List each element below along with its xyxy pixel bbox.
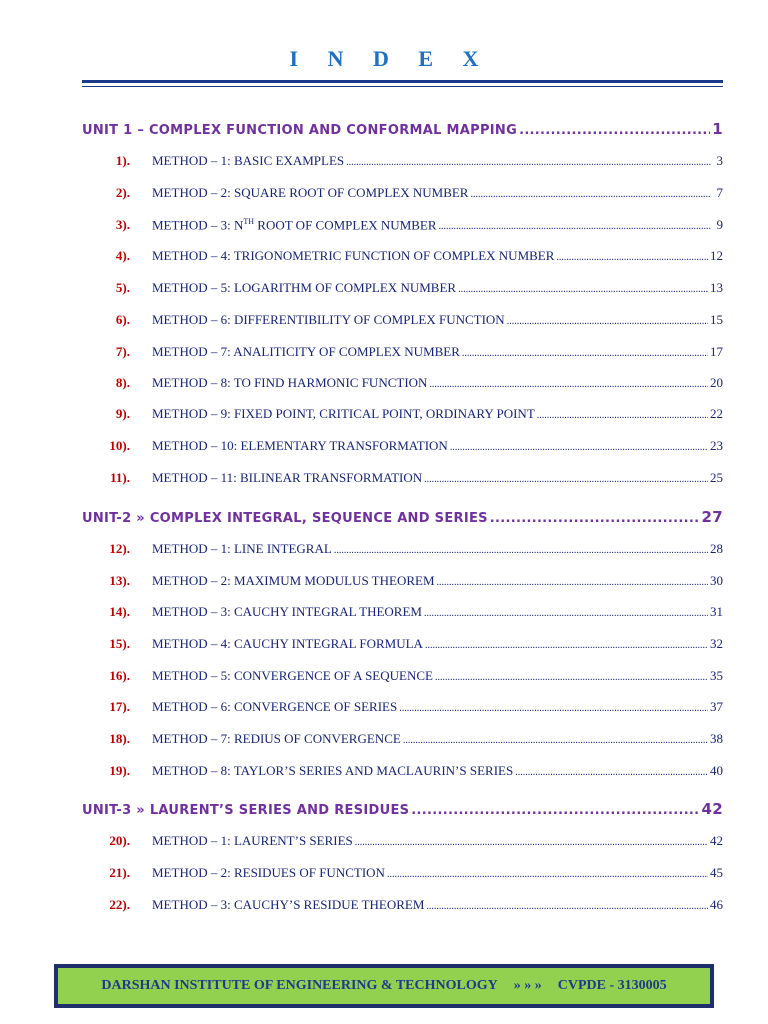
- entry-page: 17: [710, 344, 723, 359]
- entry-number: 1).: [115, 153, 130, 168]
- entry-number: 3).: [115, 217, 130, 233]
- entry-text: METHOD – 5: LOGARITHM OF COMPLEX NUMBER: [152, 280, 457, 295]
- unit-label: UNIT-3 » LAURENT’S SERIES AND RESIDUES: [82, 803, 410, 818]
- entry-number: 12).: [109, 541, 130, 556]
- entry-page: 37: [710, 699, 723, 714]
- entry-page: 32: [710, 636, 723, 651]
- toc-entry[interactable]: [100, 763, 723, 779]
- footer-inner: [58, 968, 710, 1004]
- entry-number: 20).: [109, 833, 130, 848]
- entry-text: METHOD – 2: MAXIMUM MODULUS THEOREM: [152, 573, 435, 588]
- entry-page: 7: [716, 185, 723, 200]
- dot-leader: [458, 284, 708, 295]
- dot-leader: [435, 672, 708, 683]
- toc-entry[interactable]: [100, 185, 723, 201]
- dot-leader: [450, 442, 708, 453]
- dot-leader: [387, 869, 708, 880]
- entry-number: 16).: [109, 668, 130, 683]
- title-rule-thin: [82, 86, 723, 87]
- entry-number: 11).: [110, 470, 130, 485]
- entry-text: METHOD – 3: CAUCHY’S RESIDUE THEOREM: [152, 897, 425, 912]
- entry-text: METHOD – 9: FIXED POINT, CRITICAL POINT, ORDINARY POINT: [152, 406, 535, 421]
- entry-page: 35: [710, 668, 723, 683]
- entry-text-wrapper: [152, 217, 437, 233]
- toc-entry[interactable]: [100, 897, 723, 913]
- toc-entry[interactable]: [100, 375, 723, 391]
- entry-page: 31: [710, 604, 723, 619]
- entry-number: 22).: [109, 897, 130, 912]
- entry-number: 6).: [115, 312, 130, 327]
- dot-leader: [519, 123, 710, 138]
- entry-text: METHOD – 2: SQUARE ROOT OF COMPLEX NUMBER: [152, 185, 469, 200]
- entry-page: 20: [710, 375, 723, 390]
- entry-number: 21).: [109, 865, 130, 880]
- footer-course: CVPDE - 3130005: [557, 978, 667, 993]
- page-title: I N D E X: [289, 46, 491, 71]
- dot-leader: [537, 410, 708, 421]
- entry-page: 28: [710, 541, 723, 556]
- entry-page: 13: [710, 280, 723, 295]
- toc-entry[interactable]: [100, 668, 723, 684]
- entry-text: METHOD – 5: CONVERGENCE OF A SEQUENCE: [152, 668, 433, 683]
- dot-leader: [425, 640, 708, 651]
- footer-separator: » » »: [513, 978, 542, 993]
- entry-page: 3: [716, 153, 723, 168]
- entry-number: 8).: [115, 375, 130, 390]
- toc-entry[interactable]: [100, 699, 723, 715]
- entry-page: 22: [710, 406, 723, 421]
- unit-3-heading[interactable]: [82, 800, 723, 818]
- entry-text: METHOD – 8: TO FIND HARMONIC FUNCTION: [152, 375, 428, 390]
- toc-entry[interactable]: [100, 573, 723, 589]
- dot-leader: [334, 545, 708, 556]
- entry-text-after: ROOT OF COMPLEX NUMBER: [254, 217, 437, 233]
- entry-page: 15: [710, 312, 723, 327]
- toc-entry[interactable]: [100, 541, 723, 557]
- unit-page: 42: [701, 800, 723, 818]
- dot-leader: [462, 348, 708, 359]
- entry-number: 19).: [109, 763, 130, 778]
- entry-text: METHOD – 10: ELEMENTARY TRANSFORMATION: [152, 438, 448, 453]
- footer-banner: [54, 964, 714, 1008]
- toc-entry[interactable]: [100, 636, 723, 652]
- title-rule-thick: [82, 80, 723, 83]
- entry-text: METHOD – 6: DIFFERENTIBILITY OF COMPLEX FUNCTION: [152, 312, 505, 327]
- entry-text: METHOD – 6: CONVERGENCE OF SERIES: [152, 699, 398, 714]
- unit-page: 27: [701, 508, 723, 526]
- entry-text: METHOD – 11: BILINEAR TRANSFORMATION: [152, 470, 423, 485]
- dot-leader: [507, 316, 708, 327]
- dot-leader: [355, 837, 708, 848]
- toc-entry[interactable]: [100, 248, 723, 264]
- toc-entry[interactable]: [100, 833, 723, 849]
- entry-number: 9).: [115, 406, 130, 421]
- entry-text: METHOD – 4: TRIGONOMETRIC FUNCTION OF COMPLEX NUMBER: [152, 248, 555, 263]
- entry-text: METHOD – 1: LAURENT’S SERIES: [152, 833, 353, 848]
- entry-text: METHOD – 8: TAYLOR’S SERIES AND MACLAURIN’S SERIES: [152, 763, 514, 778]
- toc-entry[interactable]: [100, 731, 723, 747]
- toc-entry[interactable]: [100, 865, 723, 881]
- toc-entry[interactable]: [100, 217, 723, 233]
- toc-entry[interactable]: [100, 406, 723, 422]
- entry-page: 38: [710, 731, 723, 746]
- entry-text: METHOD – 3: N: [152, 217, 244, 233]
- entry-page: 23: [710, 438, 723, 453]
- entry-number: 14).: [109, 604, 130, 619]
- dot-leader: [439, 221, 711, 232]
- entry-page: 42: [710, 833, 723, 848]
- entry-page: 9: [716, 217, 723, 233]
- toc-entry[interactable]: [100, 470, 723, 486]
- entry-page: 45: [710, 865, 723, 880]
- dot-leader: [556, 252, 708, 263]
- entry-page: 46: [710, 897, 723, 912]
- unit-page: 1: [712, 120, 723, 138]
- dot-leader: [399, 703, 708, 714]
- entry-text: METHOD – 7: ANALITICITY OF COMPLEX NUMBER: [152, 344, 460, 359]
- toc-entry[interactable]: [100, 312, 723, 328]
- dot-leader: [429, 379, 708, 390]
- entry-number: 13).: [109, 573, 130, 588]
- dot-leader: [490, 511, 700, 526]
- entry-text: METHOD – 2: RESIDUES OF FUNCTION: [152, 865, 385, 880]
- dot-leader: [426, 901, 708, 912]
- entry-number: 2).: [115, 185, 130, 200]
- toc-entry[interactable]: [100, 153, 723, 169]
- entry-text: METHOD – 7: REDIUS OF CONVERGENCE: [152, 731, 401, 746]
- entry-page: 40: [710, 763, 723, 778]
- unit-label: UNIT-2 » COMPLEX INTEGRAL, SEQUENCE AND SERIES: [82, 511, 488, 526]
- unit-label: UNIT 1 – COMPLEX FUNCTION AND CONFORMAL MAPPING: [82, 123, 518, 138]
- entry-page: 25: [710, 470, 723, 485]
- entry-text: METHOD – 3: CAUCHY INTEGRAL THEOREM: [152, 604, 422, 619]
- dot-leader: [424, 608, 708, 619]
- toc-entry[interactable]: [100, 344, 723, 360]
- dot-leader: [515, 767, 708, 778]
- entry-number: 18).: [109, 731, 130, 746]
- footer-institute: DARSHAN INSTITUTE OF ENGINEERING & TECHNOLOGY: [101, 978, 498, 993]
- entry-number: 7).: [115, 344, 130, 359]
- unit-1-heading[interactable]: [82, 120, 723, 138]
- entry-number: 5).: [115, 280, 130, 295]
- unit-2-heading[interactable]: [82, 508, 723, 526]
- entry-text: METHOD – 4: CAUCHY INTEGRAL FORMULA: [152, 636, 423, 651]
- dot-leader: [403, 735, 708, 746]
- entry-number: 17).: [109, 699, 130, 714]
- entry-number: 10).: [109, 438, 130, 453]
- entry-superscript: TH: [243, 217, 255, 226]
- dot-leader: [346, 157, 711, 168]
- entry-page: 30: [710, 573, 723, 588]
- entry-text: METHOD – 1: LINE INTEGRAL: [152, 541, 332, 556]
- toc-entry[interactable]: [100, 438, 723, 454]
- dot-leader: [424, 474, 708, 485]
- dot-leader: [437, 577, 708, 588]
- entry-page: 12: [710, 248, 723, 263]
- toc-entry[interactable]: [100, 604, 723, 620]
- entry-number: 4).: [115, 248, 130, 263]
- entry-number: 15).: [109, 636, 130, 651]
- toc-entry[interactable]: [100, 280, 723, 296]
- dot-leader: [411, 803, 699, 818]
- entry-text: METHOD – 1: BASIC EXAMPLES: [152, 153, 345, 168]
- dot-leader: [470, 189, 711, 200]
